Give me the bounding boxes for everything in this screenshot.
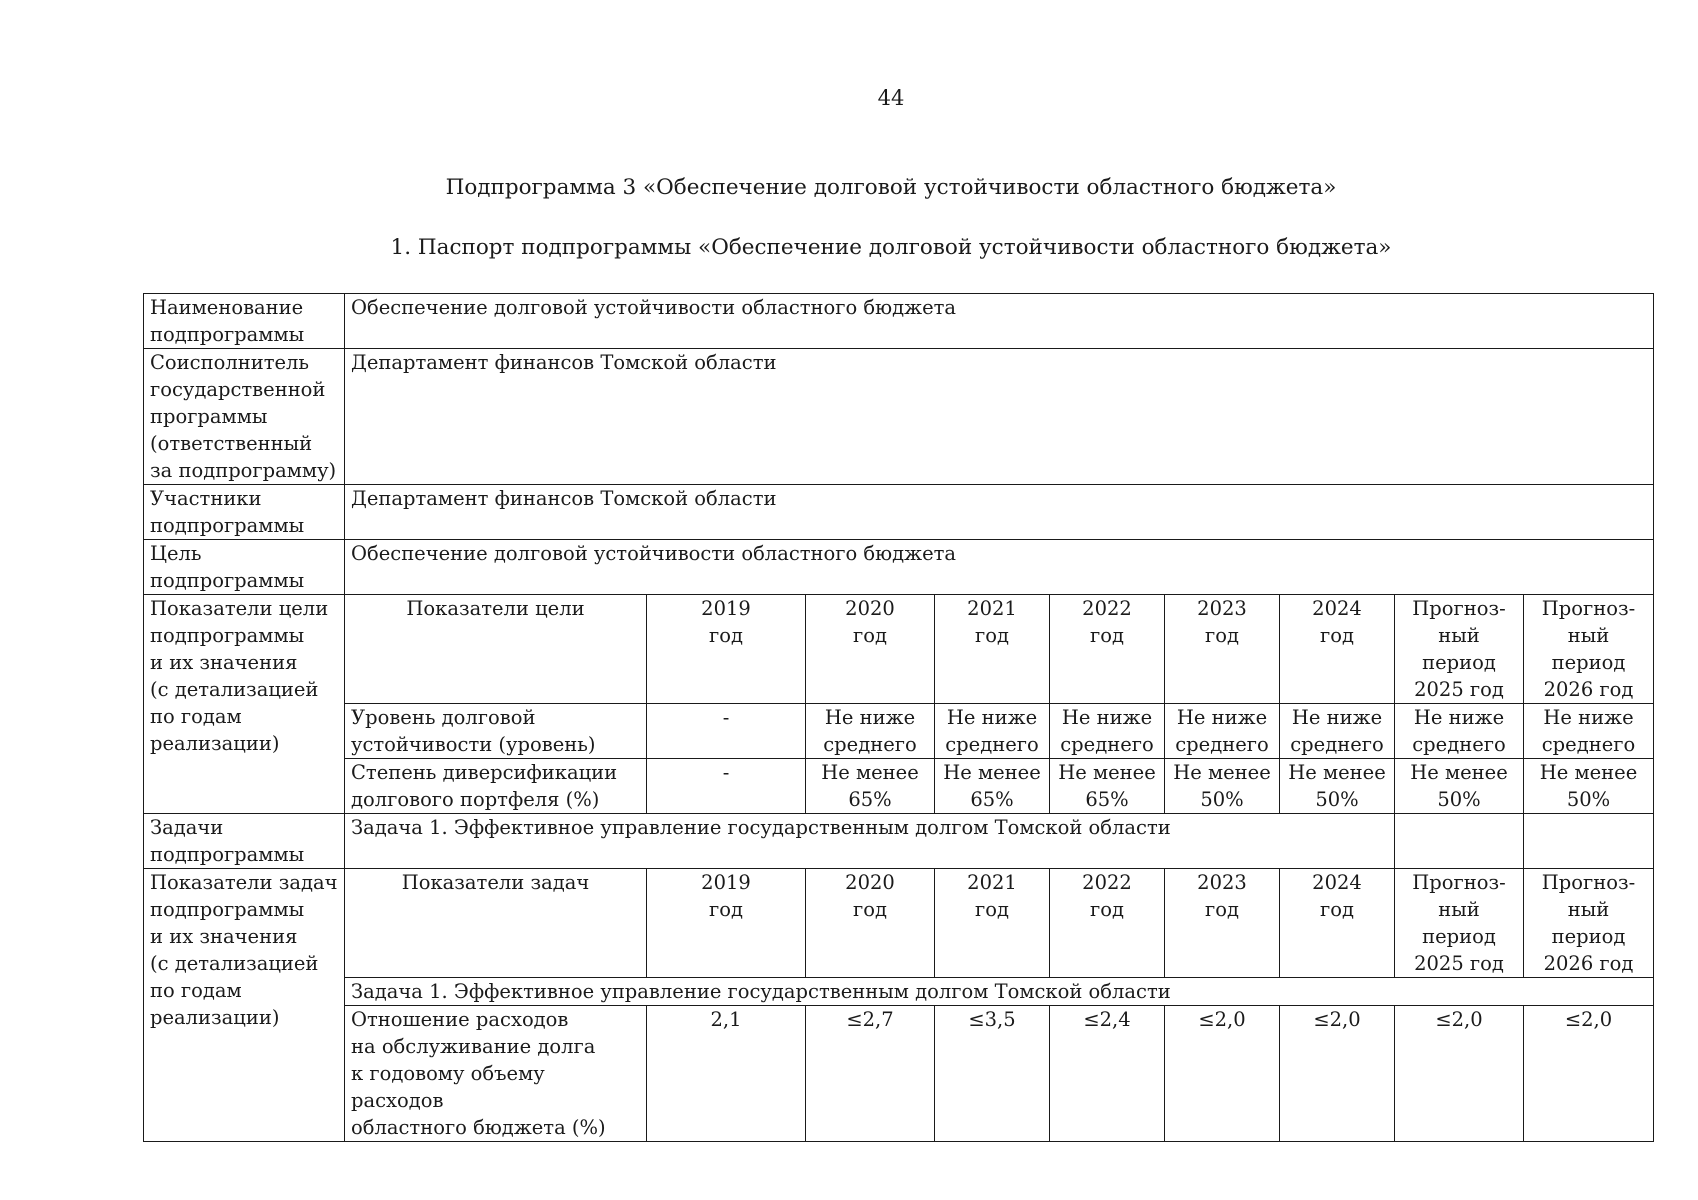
task-indicator-value: ≤2,0	[1280, 1006, 1395, 1142]
row-name-label: Наименование подпрограммы	[144, 294, 345, 349]
row-coexecutor	[144, 349, 1654, 485]
goal-year-header: 2020 год	[806, 595, 935, 704]
goal-indicators-header-name: Показатели цели	[345, 595, 647, 704]
row-tasks-empty-cell	[1524, 814, 1654, 869]
goal-indicator-name: Степень диверсификации долгового портфеля (%)	[345, 759, 647, 814]
subprogram-title: Подпрограмма 3 «Обеспечение долговой устойчивости областного бюджета»	[445, 175, 1337, 200]
task-year-header: 2022 год	[1050, 869, 1165, 978]
row-task-indicators-label: Показатели задач подпрограммы и их значения (с детализацией по годам реализации)	[144, 869, 345, 1142]
task-indicator-name: Отношение расходов на обслуживание долга к годовому объему расходов областного бюджета (%)	[345, 1006, 647, 1142]
goal-indicator-row	[144, 704, 1654, 759]
goal-indicator-value: Не ниже среднего	[935, 704, 1050, 759]
goal-indicators-header-row	[144, 595, 1654, 704]
row-name-value: Обеспечение долговой устойчивости областного бюджета	[345, 294, 1654, 349]
row-participants-value: Департамент финансов Томской области	[345, 485, 1654, 540]
task-indicator-row	[144, 1006, 1654, 1142]
passport-title: 1. Паспорт подпрограммы «Обеспечение долговой устойчивости областного бюджета»	[390, 235, 1392, 260]
goal-indicator-value: -	[647, 704, 806, 759]
row-goal-indicators-label: Показатели цели подпрограммы и их значения (с детализацией по годам реализации)	[144, 595, 345, 814]
goal-year-header: 2022 год	[1050, 595, 1165, 704]
task-indicator-value: ≤2,0	[1165, 1006, 1280, 1142]
row-participants-label: Участники подпрограммы	[144, 485, 345, 540]
goal-indicator-value: -	[647, 759, 806, 814]
task-indicator-value: ≤3,5	[935, 1006, 1050, 1142]
goal-year-header: Прогноз- ный период 2025 год	[1395, 595, 1524, 704]
goal-indicator-row	[144, 759, 1654, 814]
goal-indicator-value: Не менее 50%	[1165, 759, 1280, 814]
goal-year-header: 2023 год	[1165, 595, 1280, 704]
goal-indicator-value: Не менее 50%	[1395, 759, 1524, 814]
task-year-header: 2019 год	[647, 869, 806, 978]
task-indicators-header-name: Показатели задач	[345, 869, 647, 978]
goal-indicator-value: Не менее 50%	[1280, 759, 1395, 814]
row-tasks	[144, 814, 1654, 869]
goal-year-header: 2021 год	[935, 595, 1050, 704]
goal-indicator-value: Не менее 65%	[935, 759, 1050, 814]
row-tasks-empty-cell	[1395, 814, 1524, 869]
row-goal	[144, 540, 1654, 595]
page-number: 44	[877, 86, 905, 110]
task-year-header: 2024 год	[1280, 869, 1395, 978]
goal-indicator-value: Не ниже среднего	[1165, 704, 1280, 759]
row-coexecutor-label: Соисполнитель государственной программы (ответственный за подпрограмму)	[144, 349, 345, 485]
row-tasks-value: Задача 1. Эффективное управление государственным долгом Томской области	[345, 814, 1395, 869]
goal-indicator-value: Не менее 65%	[1050, 759, 1165, 814]
row-participants	[144, 485, 1654, 540]
goal-indicator-value: Не ниже среднего	[1050, 704, 1165, 759]
task-year-header: Прогноз- ный период 2026 год	[1524, 869, 1654, 978]
goal-year-header: 2019 год	[647, 595, 806, 704]
goal-indicator-value: Не ниже среднего	[1395, 704, 1524, 759]
task-indicator-value: ≤2,0	[1524, 1006, 1654, 1142]
goal-indicator-name: Уровень долговой устойчивости (уровень)	[345, 704, 647, 759]
goal-indicator-value: Не ниже среднего	[1280, 704, 1395, 759]
row-name	[144, 294, 1654, 349]
task-year-header: 2021 год	[935, 869, 1050, 978]
task-year-header: Прогноз- ный период 2025 год	[1395, 869, 1524, 978]
task-year-header: 2023 год	[1165, 869, 1280, 978]
task-title: Задача 1. Эффективное управление государственным долгом Томской области	[345, 978, 1654, 1006]
goal-indicator-value: Не менее 65%	[806, 759, 935, 814]
task-indicator-value: ≤2,4	[1050, 1006, 1165, 1142]
goal-indicator-value: Не ниже среднего	[806, 704, 935, 759]
task-indicator-value: ≤2,7	[806, 1006, 935, 1142]
task-indicators-header-row	[144, 869, 1654, 978]
goal-year-header: 2024 год	[1280, 595, 1395, 704]
row-coexecutor-value: Департамент финансов Томской области	[345, 349, 1654, 485]
goal-year-header: Прогноз- ный период 2026 год	[1524, 595, 1654, 704]
goal-indicator-value: Не менее 50%	[1524, 759, 1654, 814]
task-indicator-value: ≤2,0	[1395, 1006, 1524, 1142]
task-indicator-value: 2,1	[647, 1006, 806, 1142]
row-goal-label: Цель подпрограммы	[144, 540, 345, 595]
row-tasks-label: Задачи подпрограммы	[144, 814, 345, 869]
row-goal-value: Обеспечение долговой устойчивости областного бюджета	[345, 540, 1654, 595]
task-title-row	[144, 978, 1654, 1006]
task-year-header: 2020 год	[806, 869, 935, 978]
goal-indicator-value: Не ниже среднего	[1524, 704, 1654, 759]
passport-table	[143, 293, 1654, 1142]
